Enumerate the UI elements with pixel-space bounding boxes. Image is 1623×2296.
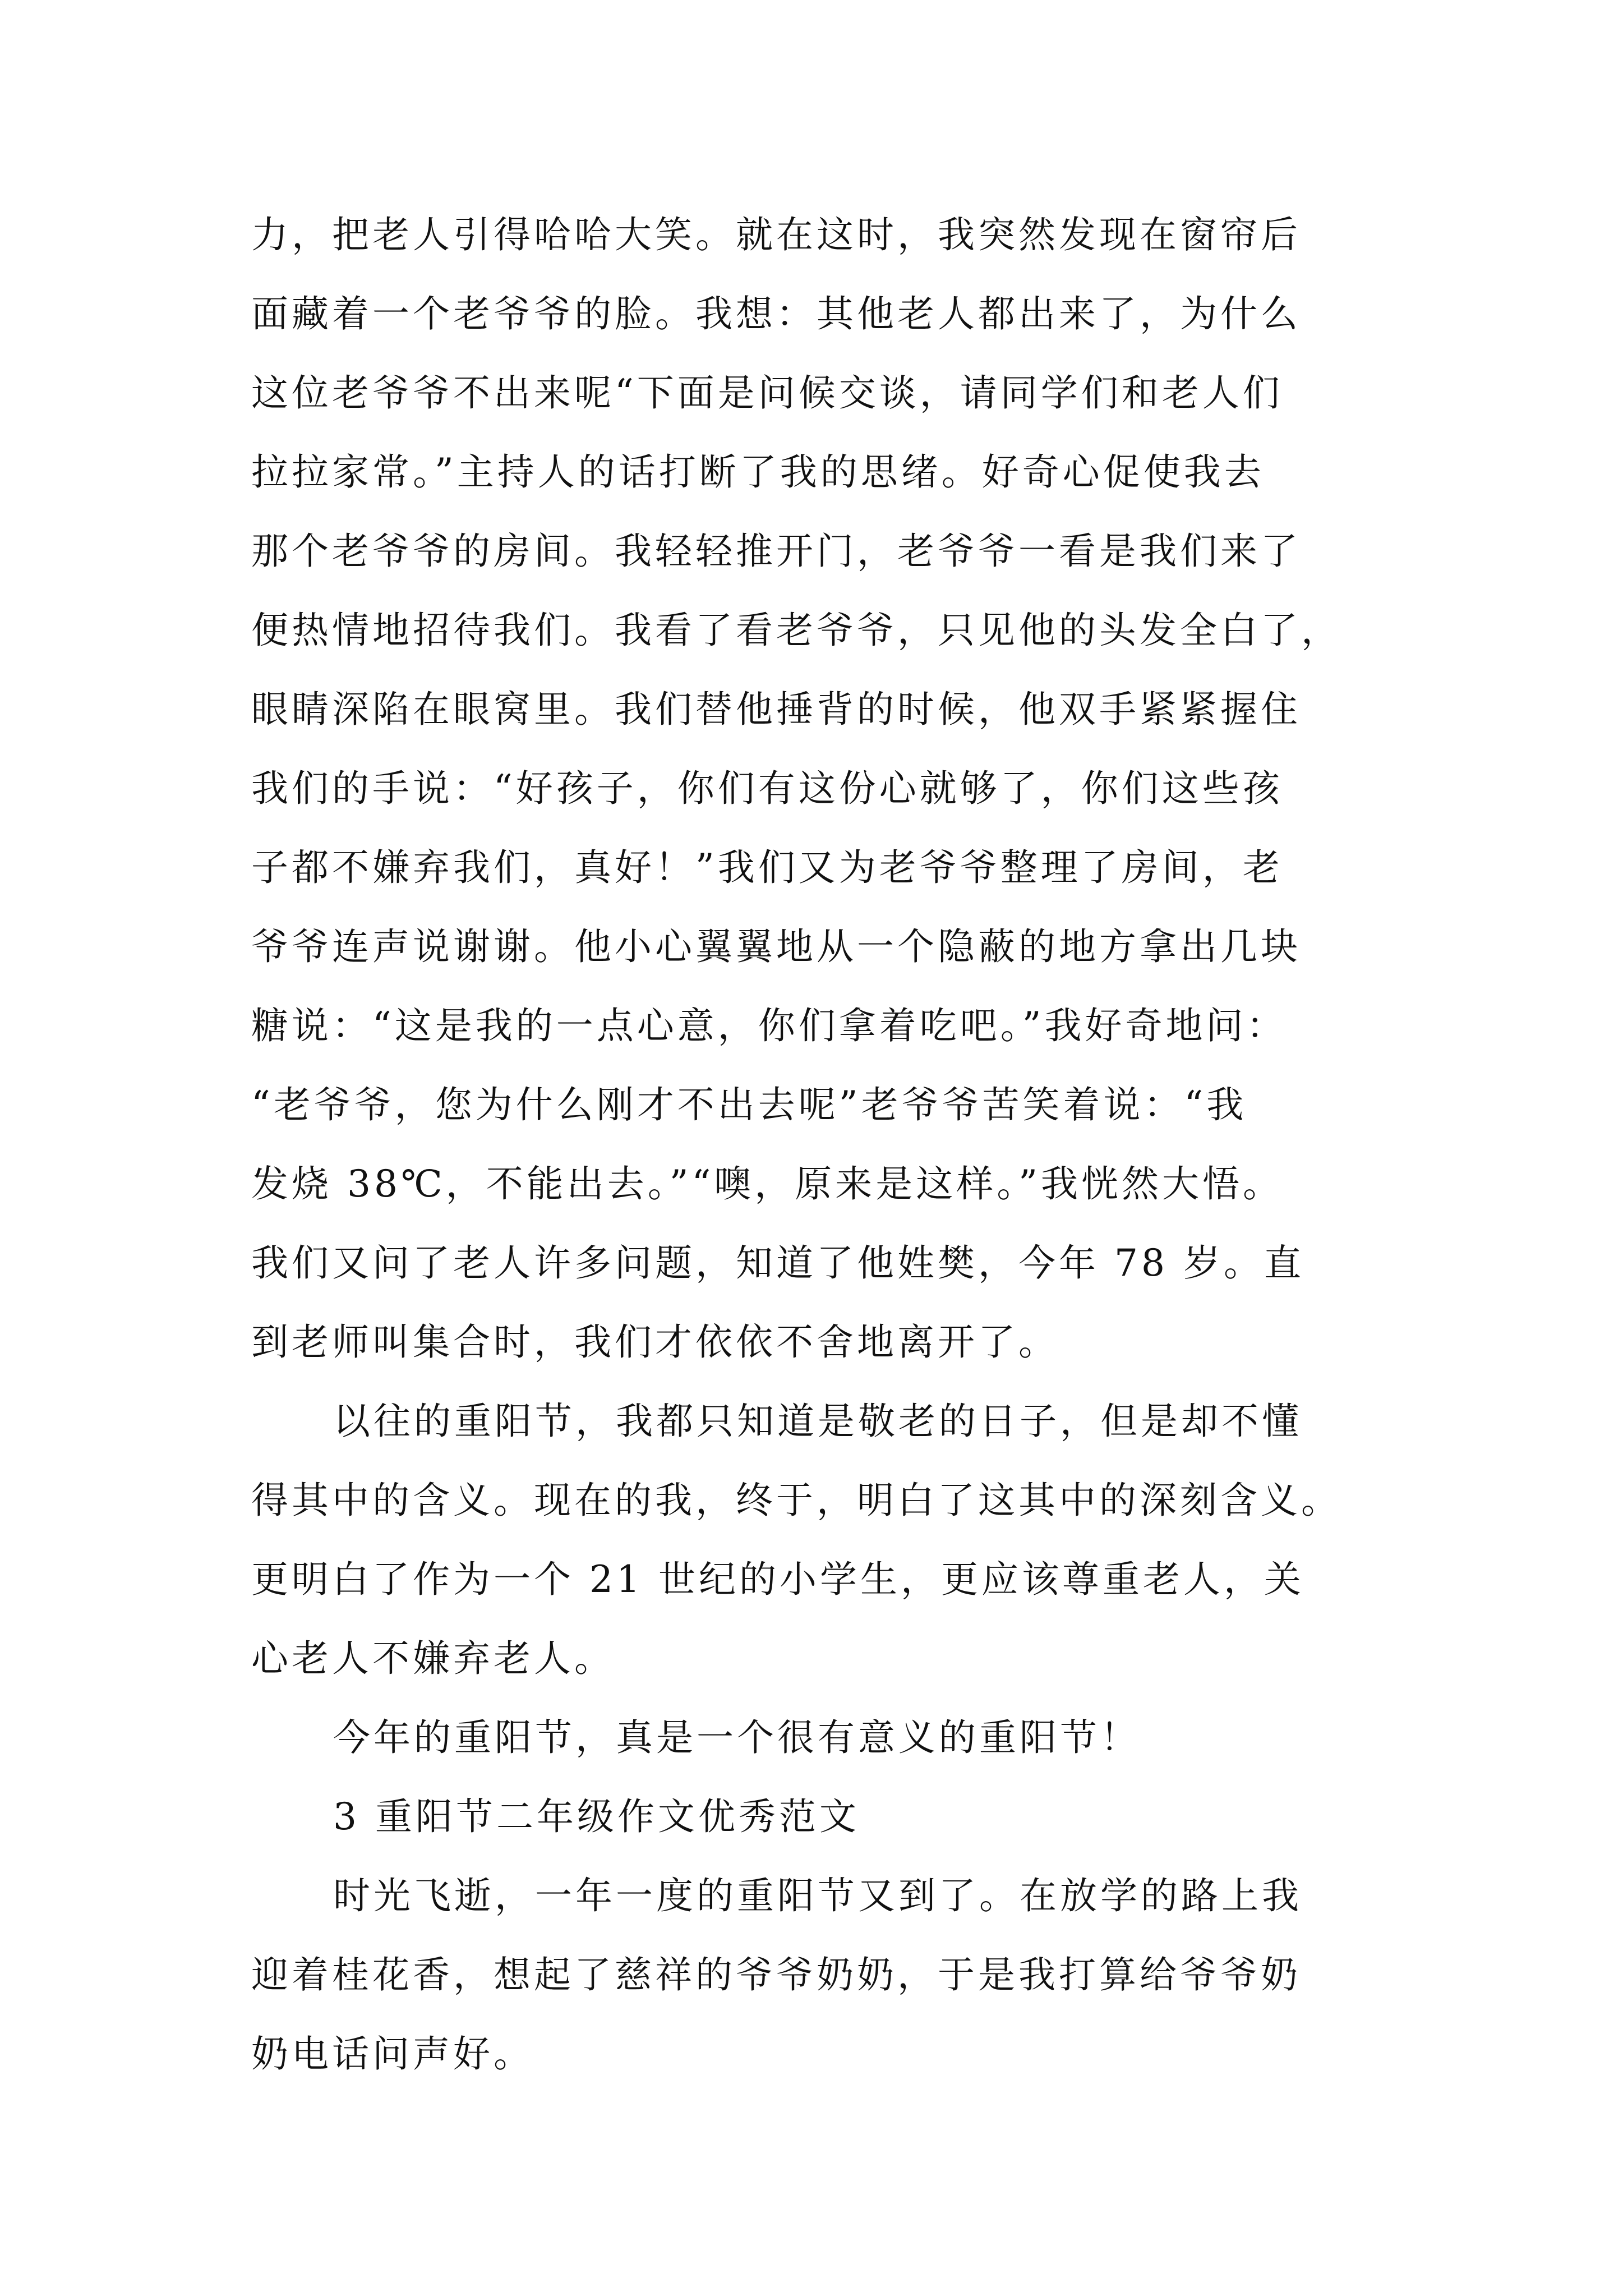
article-body [251, 195, 1390, 2093]
text-line: 我们的手说：“好孩子，你们有这份心就够了，你们这些孩 [251, 767, 1283, 810]
section-heading: 3 重阳节二年级作文优秀范文 [333, 1795, 860, 1838]
text-line: 面藏着一个老爷爷的脸。我想：其他老人都出来了，为什么 [251, 292, 1301, 335]
paragraph-start-line: 以往的重阳节，我都只知道是敬老的日子，但是却不懂 [333, 1400, 1302, 1443]
paragraph-start-line: 今年的重阳节，真是一个很有意义的重阳节！ [333, 1716, 1141, 1759]
text-line: 这位老爷爷不出来呢“下面是问候交谈，请同学们和老人们 [251, 371, 1283, 415]
paragraph-start-line: 时光飞逝，一年一度的重阳节又到了。在放学的路上我 [333, 1874, 1302, 1917]
text-line: 糖说：“这是我的一点心意，你们拿着吃吧。”我好奇地问： [251, 1004, 1287, 1047]
text-line: 拉拉家常。”主持人的话打断了我的思绪。好奇心促使我去 [251, 450, 1265, 494]
text-line: 更明白了作为一个 21 世纪的小学生，更应该尊重老人，关 [251, 1558, 1304, 1601]
text-line: 发烧 38℃，不能出去。”“噢，原来是这样。”我恍然大悟。 [251, 1162, 1284, 1205]
text-line: 那个老爷爷的房间。我轻轻推开门，老爷爷一看是我们来了 [251, 530, 1301, 573]
text-line: 我们又问了老人许多问题，知道了他姓樊，今年 78 岁。直 [251, 1241, 1304, 1285]
text-line: 心老人不嫌弃老人。 [251, 1637, 615, 1680]
text-line: 眼睛深陷在眼窝里。我们替他捶背的时候，他双手紧紧握住 [251, 688, 1301, 731]
text-line: 得其中的含义。现在的我，终于，明白了这其中的深刻含义。 [251, 1479, 1341, 1522]
text-line: “老爷爷，您为什么刚才不出去呢”老爷爷苦笑着说：“我 [251, 1083, 1247, 1126]
text-line: 奶电话问声好。 [251, 2032, 534, 2076]
text-line: 迎着桂花香，想起了慈祥的爷爷奶奶，于是我打算给爷爷奶 [251, 1953, 1301, 1996]
text-line: 子都不嫌弃我们，真好！”我们又为老爷爷整理了房间，老 [251, 846, 1283, 889]
text-line: 力，把老人引得哈哈大笑。就在这时，我突然发现在窗帘后 [251, 213, 1301, 256]
text-line: 爷爷连声说谢谢。他小心翼翼地从一个隐蔽的地方拿出几块 [251, 925, 1301, 968]
text-line: 到老师叫集合时，我们才依依不舍地离开了。 [251, 1320, 1059, 1364]
text-line: 便热情地招待我们。我看了看老爷爷，只见他的头发全白了， [251, 609, 1341, 652]
